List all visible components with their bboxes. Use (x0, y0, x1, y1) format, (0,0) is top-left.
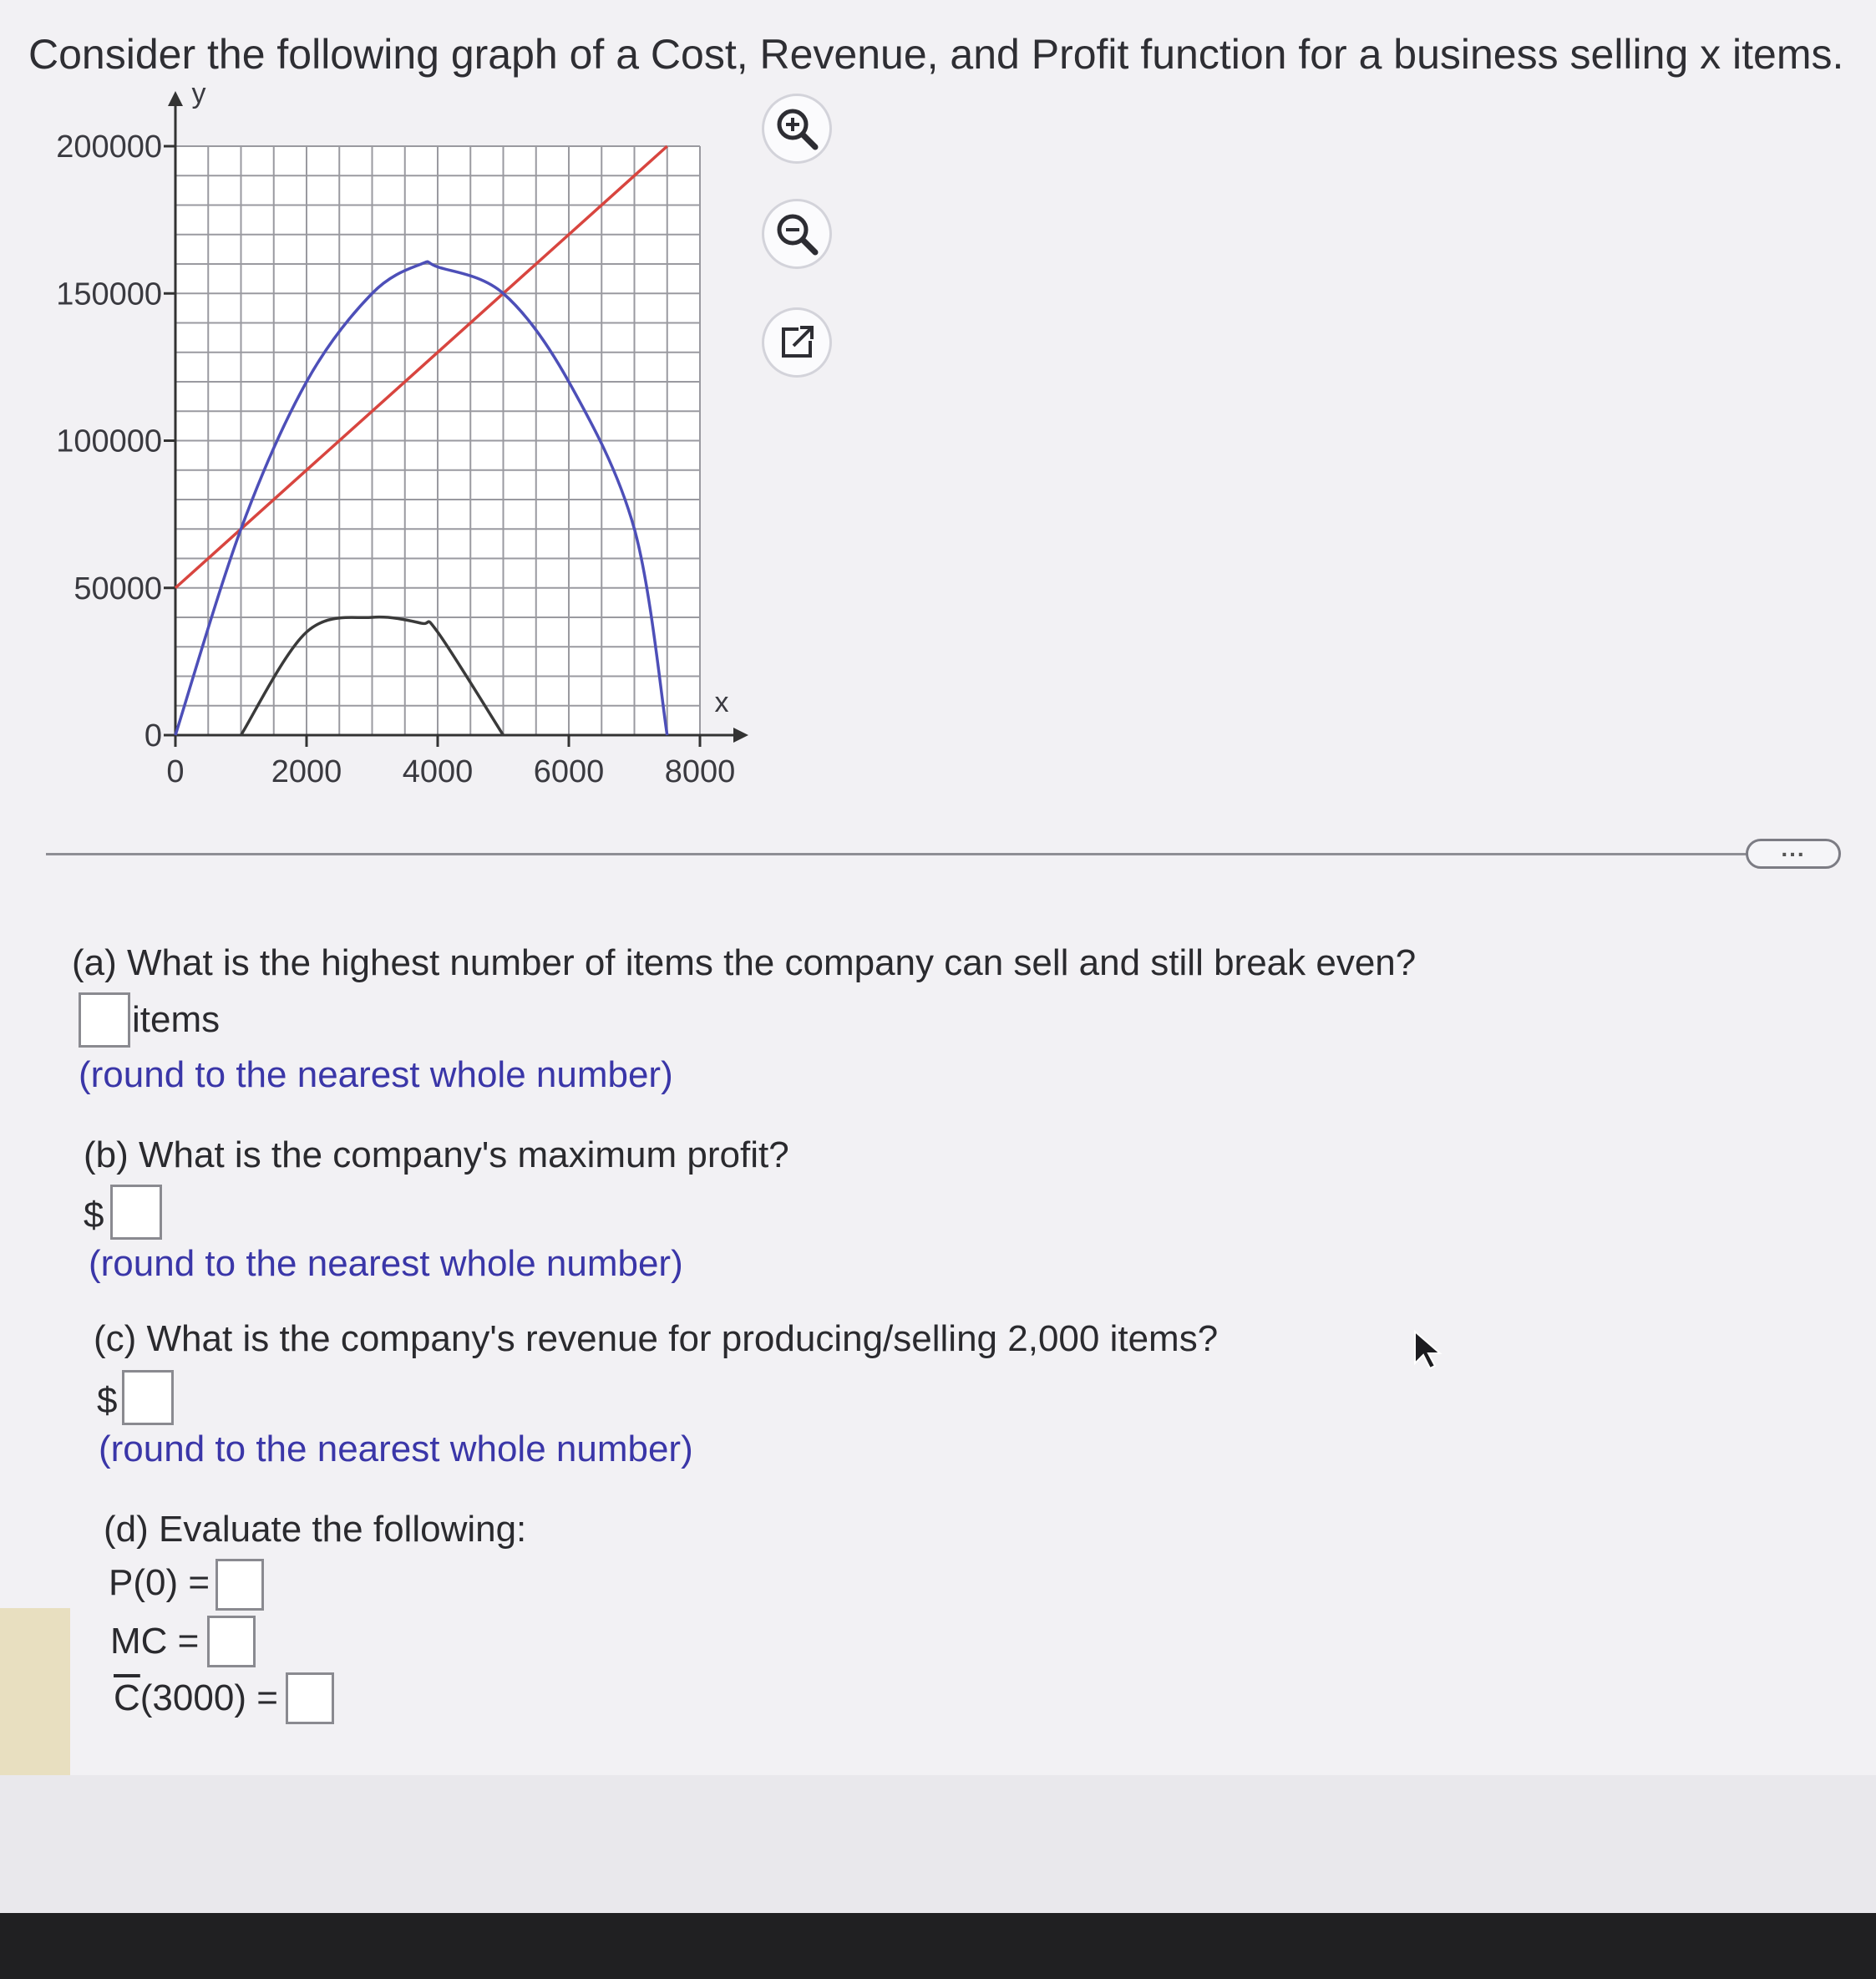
y-tick-label: 150000 (56, 277, 162, 312)
cost-revenue-profit-chart (0, 84, 752, 819)
part-c-answer-input[interactable] (122, 1370, 174, 1425)
y-axis-arrow (168, 91, 183, 106)
x-tick-label: 6000 (533, 754, 605, 789)
zoom-in-icon (772, 104, 822, 154)
x-tick-label: 4000 (402, 754, 474, 789)
y-tick-label: 200000 (56, 129, 162, 165)
part-b-answer-input[interactable] (110, 1185, 162, 1240)
part-b-hint: (round to the nearest whole number) (89, 1243, 683, 1284)
x-tick-label: 0 (166, 754, 185, 789)
p0-answer-input[interactable] (215, 1559, 264, 1611)
screen-bezel (0, 1913, 1876, 1979)
x-axis-label: x (714, 687, 729, 718)
x-axis-arrow (733, 728, 748, 743)
part-a-unit: items (132, 999, 221, 1040)
part-a-question: (a) What is the highest number of items the company can sell and still break even? (72, 942, 1417, 983)
mc-answer-input[interactable] (207, 1616, 256, 1667)
part-d-question: (d) Evaluate the following: (104, 1509, 527, 1550)
section-divider (46, 853, 1750, 855)
average-cost-label (114, 1677, 278, 1719)
y-tick-label: 0 (144, 718, 162, 754)
p0-label: P(0) = (109, 1562, 210, 1603)
part-c-question: (c) What is the company's revenue for producing/selling 2,000 items? (94, 1318, 1219, 1359)
question-title: Consider the following graph of a Cost, Revenue, and Profit function for a business selling x items. (28, 31, 1844, 78)
y-tick-label: 50000 (74, 571, 162, 606)
x-tick-label: 8000 (664, 754, 736, 789)
part-c-hint: (round to the nearest whole number) (99, 1428, 693, 1469)
part-b-dollar-sign: $ (84, 1195, 104, 1236)
more-options-button[interactable] (1746, 835, 1841, 869)
average-cost-letter: $\overline{C}$ (114, 1677, 140, 1718)
part-a-answer-input[interactable] (79, 992, 130, 1048)
mouse-cursor-icon (1412, 1330, 1445, 1372)
part-c-dollar-sign: $ (97, 1380, 118, 1421)
graph-container (0, 84, 752, 819)
y-tick-label: 100000 (56, 424, 162, 459)
external-link-icon (773, 319, 820, 366)
popout-button[interactable] (762, 307, 832, 378)
part-a-hint: (round to the nearest whole number) (79, 1054, 673, 1095)
average-cost-answer-input[interactable] (286, 1672, 334, 1724)
zoom-out-icon (772, 209, 822, 259)
x-tick-label: 2000 (271, 754, 342, 789)
zoom-out-button[interactable] (762, 199, 832, 269)
y-axis-label: y (191, 84, 206, 109)
part-b-question: (b) What is the company's maximum profit? (84, 1134, 789, 1175)
more-options-label: ... (1781, 835, 1806, 861)
mc-label: MC = (110, 1621, 200, 1662)
left-highlight-strip (0, 1608, 70, 1775)
average-cost-argument: (3000) = (139, 1677, 278, 1718)
zoom-in-button[interactable] (762, 94, 832, 164)
